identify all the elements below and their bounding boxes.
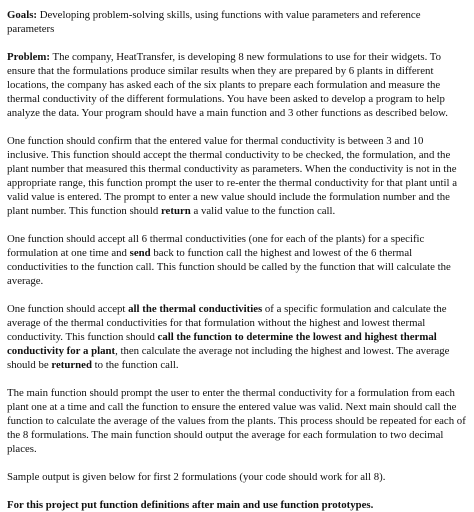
accept-function-bold-send: send [129,247,151,259]
average-function-text-4: to the function call. [91,359,179,371]
average-function-bold-1: all the thermal conductivities [128,303,263,315]
main-function-paragraph [7,386,466,456]
average-function-paragraph [7,302,466,372]
problem-paragraph [7,50,466,120]
final-note-text: For this project put function definitions after main and use function prototypes. [7,499,374,511]
average-function-bold-3: returned [51,359,92,371]
accept-function-text-1: One function should accept all 6 thermal conductivities (one for each of the plants) for a specific formulation at one time and [7,233,425,259]
average-function-text-3: , then calculate the average not including the highest and lowest. The average should be [7,345,450,371]
average-function-text-2: of a specific formulation and calculate the average of the thermal conductivities for that formulation without the highest and lowest thermal conductivity. This function should [7,303,447,343]
problem-label: Problem: [7,51,50,63]
problem-text: The company, HeatTransfer, is developing 8 new formulations to use for their widgets. To ensure that the formulations produce similar results when they are prepared by 6 plants in different locations, the company has asked each of the six plants to prepare each formulation and measure the thermal conductivity of the different formulations. You have been asked to develop a program to help analyze the data. Your program should have a main function and 3 other functions as described below. [7,51,448,119]
confirm-function-bold-return: return [160,205,191,217]
confirm-function-tail: a valid value to the function call. [190,205,336,217]
goals-label: Goals: [7,9,37,21]
goals-paragraph [7,8,466,36]
accept-function-text-2: back to function call the highest and lowest of the 6 thermal conductivities to the function call. This function should be called by the function that will calculate the average. [7,247,451,287]
average-function-text-1: One function should accept [7,303,129,315]
goals-text: Developing problem-solving skills, using functions with value parameters and reference parameters [7,9,421,35]
confirm-function-text: One function should confirm that the entered value for thermal conductivity is between 3 and 10 inclusive. This function should accept the thermal conductivity to be checked, the formulation, and the plant number that measured this thermal conductivity as parameters. When the conductivity is not in the appropriate range, this function prompt the user to re-enter the thermal conductivity for that plant until a valid value is entered. The prompt to enter a new value should include the formulation number and the plant number. This function should [7,135,458,217]
accept-function-paragraph [7,232,466,288]
final-note-paragraph [7,498,466,512]
main-function-text: The main function should prompt the user to enter the thermal conductivity for a formulation from each plant one at a time and call the function to ensure the entered value was valid. Next main should call the function to calculate the average of the values from the plants. This process should be repeated for each of the 8 formulations. The main function should output the average for each formulation to two decimal places. [7,387,466,455]
confirm-function-paragraph [7,134,466,218]
average-function-bold-2: call the function to determine the lowest and highest thermal conductivity for a plant [7,331,437,357]
sample-output-text: Sample output is given below for first 2 formulations (your code should work for all 8). [7,471,386,483]
